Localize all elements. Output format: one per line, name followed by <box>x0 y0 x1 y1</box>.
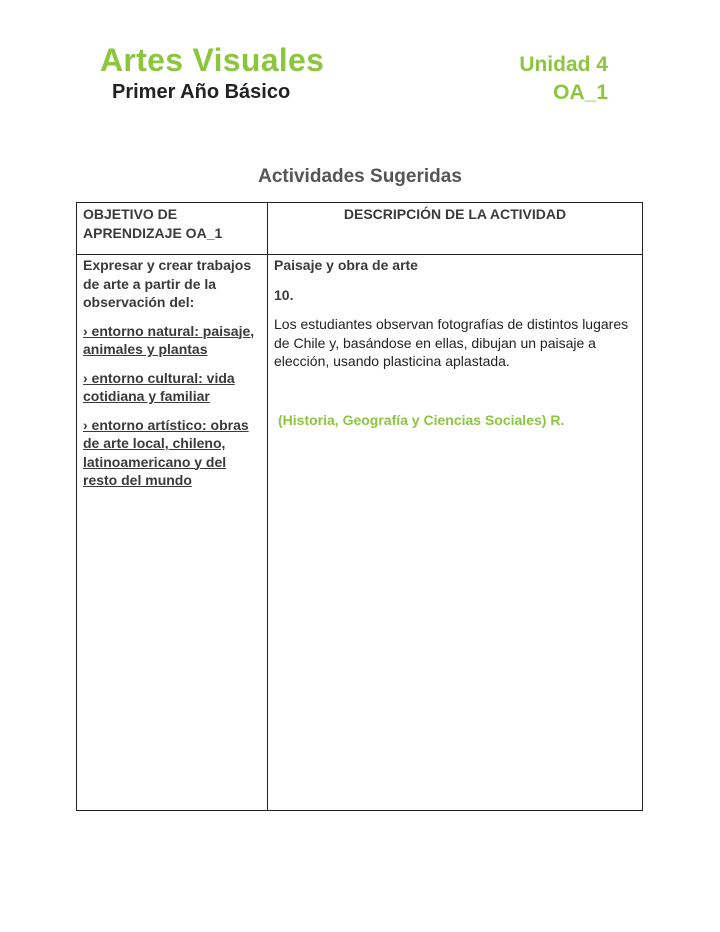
objective-item-cultural: › entorno cultural: vida cotidiana y familiar <box>83 369 235 404</box>
oa-label: OA_1 <box>553 81 608 104</box>
activity-description: Los estudiantes observan fotografías de distintos lugares de Chile y, basándose en ellas, dibujan un paisaje a elección, usando plasticina aplastada. <box>274 316 629 369</box>
activity-cell <box>268 255 643 811</box>
header-objective: OBJETIVO DE APRENDIZAJE OA_1 <box>77 203 268 255</box>
unit-label: Unidad 4 <box>519 53 608 76</box>
table-row <box>77 255 643 811</box>
objective-item-natural: › entorno natural: paisaje, animales y plantas <box>83 322 255 357</box>
objective-cell <box>77 255 268 811</box>
activities-table <box>76 202 643 811</box>
page-subtitle: Primer Año Básico <box>112 81 291 103</box>
objective-intro: Expresar y crear trabajos de arte a partir de la observación del: <box>83 257 252 310</box>
page-title: Artes Visuales <box>100 42 325 78</box>
activity-number: 10. <box>274 286 294 303</box>
activity-title: Paisaje y obra de arte <box>274 257 418 273</box>
section-title: Actividades Sugeridas <box>258 166 462 187</box>
header-description: DESCRIPCIÓN DE LA ACTIVIDAD <box>268 203 643 255</box>
activity-subject-link: (Historia, Geografía y Ciencias Sociales) R. <box>278 411 565 428</box>
table-header-row <box>77 203 643 255</box>
objective-item-artistic: › entorno artístico: obras de arte local, chileno, latinoamericano y del resto del mundo <box>83 416 249 488</box>
